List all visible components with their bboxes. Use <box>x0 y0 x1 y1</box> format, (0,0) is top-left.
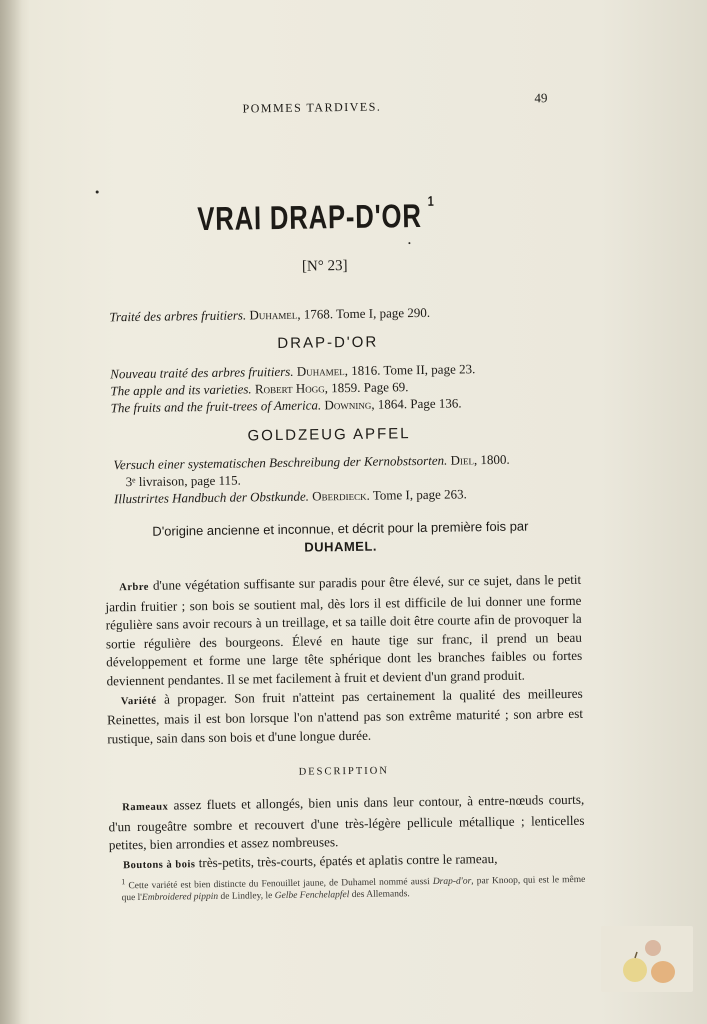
reference-author: Downing <box>324 396 372 413</box>
footnote-text: de Lindley, le <box>218 891 275 903</box>
page-title <box>66 192 566 240</box>
origin-author: DUHAMEL. <box>304 538 378 555</box>
ink-speck <box>408 242 410 244</box>
title-footnote-mark: 1 <box>427 192 435 209</box>
reference-detail: , 1859. Page 69. <box>324 379 409 396</box>
paragraph-lead: Arbre <box>119 581 149 594</box>
paragraph-arbre <box>105 571 583 691</box>
synonym-heading: GOLDZEUG APFEL <box>247 425 411 445</box>
paragraph-rameaux <box>108 791 585 855</box>
title-text: VRAI DRAP-D'OR <box>197 196 422 238</box>
reference-work: Nouveau traité des arbres fruitiers. <box>110 363 294 382</box>
variety-number: [N° 23] <box>301 258 348 275</box>
reference-work: Versuch einer systematischen Beschreibung der Kernobstsorten. <box>113 452 448 473</box>
footnote-text: Cette variété est bien distincte du Fenouillet jaune, de Duhamel nommé aussi <box>125 877 433 892</box>
reference-work: Illustrirtes Handbuch der Obstkunde. <box>113 488 310 507</box>
reference-work: The apple and its varieties. <box>110 381 252 399</box>
reference-work: Traité des arbres fruitiers. <box>109 307 247 325</box>
reference-author: Diel <box>450 452 475 468</box>
reference-author: Robert Hogg <box>254 380 325 397</box>
apple-illustration <box>601 926 693 992</box>
origin-statement <box>100 517 580 560</box>
body-paragraphs <box>105 571 583 749</box>
footnote <box>121 870 585 905</box>
footnote-italic: Embroidered pippin <box>141 892 219 904</box>
reference-author: Duhamel <box>249 306 298 323</box>
paragraph-lead: Rameaux <box>122 801 169 814</box>
reference-line <box>126 473 241 491</box>
reference-detail: , 1816. Tome II, page 23. <box>344 361 476 379</box>
reference-work: The fruits and the fruit-trees of America. <box>110 397 322 416</box>
page-number: 49 <box>534 90 548 106</box>
reference-detail: . Tome I, page 263. <box>366 486 467 503</box>
footnote-text: , par Knoop, qui est le même que l' <box>121 874 586 904</box>
footnote-italic: Drap-d'or <box>432 876 472 888</box>
fruit-thumbnail <box>601 926 693 992</box>
paragraph-lead: Variété <box>120 695 157 707</box>
reference-detail: , 1864. Page 136. <box>371 395 462 412</box>
description-paragraphs <box>108 791 585 876</box>
reference-author: Duhamel <box>296 363 345 379</box>
synonym-heading: DRAP-D'OR <box>277 333 379 352</box>
paragraph-lead: Boutons à bois <box>123 858 196 871</box>
footnote-mark: 1 <box>121 877 126 887</box>
paragraph-text: d'une végétation suffisante sur paradis pour être élevé, sur ce sujet, dans le petit jardin fruitier ; son bois se soutient mal, dès lors il est difficile de lui donner une forme régulière sans avoir recours à un treillage, et sa taille doit être courte afin de provoquer la sortie régulière des bourgeons. Élevé en haute tige sur franc, il prend un beau développement et forme une large tête sphérique dont les branches faibles ou fortes deviennent pendantes. Il se met facilement à fruit et devient d'un grand produit. <box>105 571 583 689</box>
reference-detail: , 1800. <box>473 451 510 468</box>
reference-line <box>110 361 475 382</box>
origin-text: D'origine ancienne et inconnue, et décrit pour la première fois par <box>152 518 529 539</box>
reference-author: Oberdieck <box>312 487 367 504</box>
paragraph-text: à propager. Son fruit n'atteint pas certainement la qualité des meilleures Reinettes, mais il est bon lorsque l'on n'attend pas son extrême maturité ; son arbre est rustique, sain dans son bois et d'une longue durée. <box>106 685 584 747</box>
section-heading-description: DESCRIPTION <box>298 765 389 778</box>
reference-line <box>113 452 509 474</box>
ink-speck <box>96 190 99 193</box>
footnote-text: des Allemands. <box>349 889 410 901</box>
reference-line <box>109 305 430 325</box>
reference-detail: , 1768. Tome I, page 290. <box>297 304 431 322</box>
running-head: POMMES TARDIVES. <box>242 99 382 116</box>
footnote-italic: Gelbe Fenchelapfel <box>274 890 350 902</box>
paragraph-variete <box>107 684 584 748</box>
paragraph-text: très-petits, très-courts, épatés et aplatis contre le rameau, <box>195 850 498 870</box>
reference-detail: 3ᵉ livraison, page 115. <box>125 472 241 490</box>
paragraph-text: assez fluets et allongés, bien unis dans leur contour, à entre-nœuds courts, d'un rougeâtre sombre et recouvert d'une très-légère pellicule métallique ; lenticelles petites, bien arrondies et assez nombreuses. <box>108 791 585 853</box>
